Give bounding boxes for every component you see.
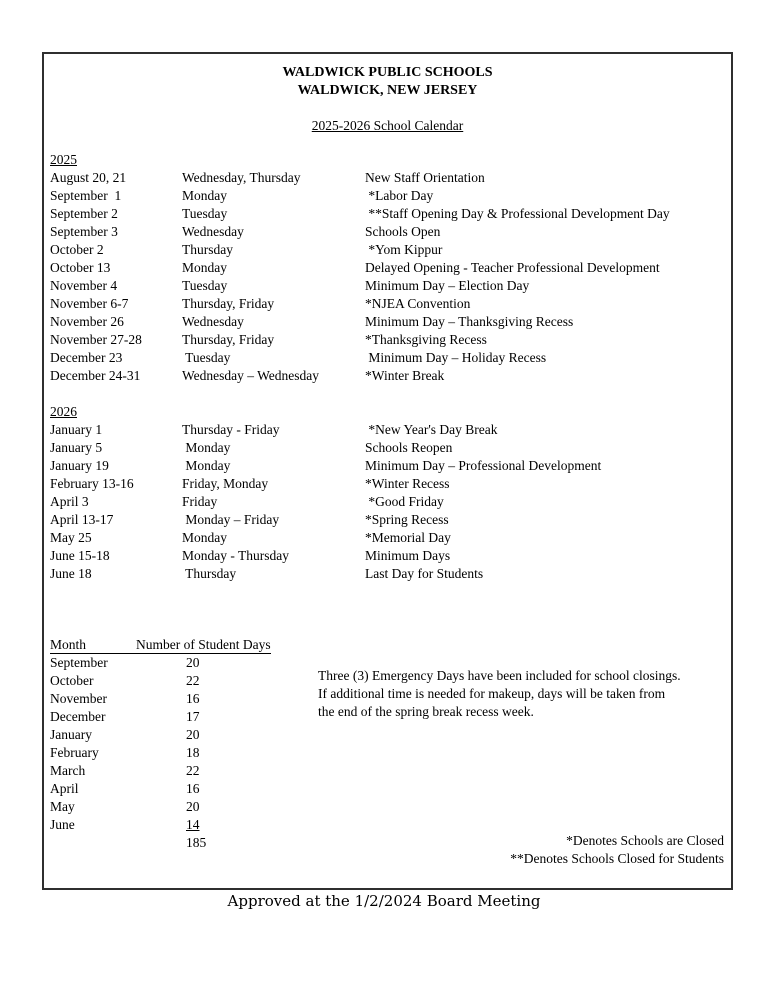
student-days-value: 18 (186, 745, 200, 760)
event-name: Delayed Opening - Teacher Professional Development (365, 260, 660, 275)
event-weekdays: Monday (182, 530, 227, 545)
asterisk-legend (510, 832, 724, 868)
event-weekdays: Monday - Thursday (182, 548, 289, 563)
event-name: *Good Friday (365, 494, 444, 509)
event-weekdays: Friday (182, 494, 218, 509)
section-2025 (50, 151, 725, 385)
calendar-rows-2025 (50, 169, 725, 385)
event-name: Schools Reopen (365, 440, 453, 455)
section-2026 (50, 403, 725, 583)
calendar-title: 2025-2026 School Calendar (311, 118, 464, 133)
event-date: December 23 (50, 350, 123, 365)
approval-note: Approved at the 1/2/2024 Board Meeting (227, 892, 541, 910)
event-date: February 13-16 (50, 476, 134, 491)
event-weekdays: Thursday, Friday (182, 332, 275, 347)
month-name: December (50, 709, 106, 724)
event-weekdays: Tuesday (182, 350, 231, 365)
student-days-value: 20 (186, 655, 200, 670)
calendar-row (50, 529, 725, 547)
calendar-row (50, 295, 725, 313)
event-name: Minimum Days (365, 548, 451, 563)
year-heading-2026-row (50, 403, 725, 421)
schools-closed-note: *Denotes Schools are Closed (566, 833, 724, 848)
school-name: WALDWICK PUBLIC SCHOOLS (282, 65, 493, 80)
event-weekdays: Thursday, Friday (182, 296, 275, 311)
month-name: June (50, 817, 75, 832)
event-date: December 24-31 (50, 368, 141, 383)
event-weekdays: Monday (182, 458, 231, 473)
month-name: March (50, 763, 86, 778)
calendar-row (50, 493, 725, 511)
month-name: September (50, 655, 108, 670)
student-days-value: 22 (186, 763, 200, 778)
event-name: *Winter Recess (365, 476, 450, 491)
event-name: Minimum Day – Election Day (365, 278, 530, 293)
event-date: June 18 (50, 566, 92, 581)
calendar-row (50, 565, 725, 583)
calendar-row (50, 205, 725, 223)
event-date: May 25 (50, 530, 92, 545)
event-date: October 2 (50, 242, 104, 257)
document-header (50, 64, 725, 135)
event-weekdays: Tuesday (182, 278, 228, 293)
calendar-row (50, 259, 725, 277)
event-date: August 20, 21 (50, 170, 127, 185)
event-weekdays: Friday, Monday (182, 476, 269, 491)
calendar-row (50, 223, 725, 241)
emergency-note-line-1: Three (3) Emergency Days have been included for school closings. (318, 668, 681, 683)
year-heading-2025-row (50, 151, 725, 169)
calendar-row (50, 547, 725, 565)
student-days-section (50, 636, 725, 866)
student-days-row (50, 726, 725, 744)
calendar-row (50, 421, 725, 439)
schools-closed-students-note: **Denotes Schools Closed for Students (510, 851, 724, 866)
month-column-header: Month (50, 637, 87, 652)
event-weekdays: Monday (182, 260, 227, 275)
month-name: November (50, 691, 107, 706)
student-days-row (50, 798, 725, 816)
month-name: April (50, 781, 79, 796)
calendar-row (50, 331, 725, 349)
calendar-row (50, 349, 725, 367)
event-name: Schools Open (365, 224, 441, 239)
event-name: **Staff Opening Day & Professional Development Day (365, 206, 670, 221)
event-date: September 3 (50, 224, 118, 239)
student-days-row (50, 762, 725, 780)
student-days-value: 22 (186, 673, 200, 688)
event-date: November 27-28 (50, 332, 142, 347)
month-name: October (50, 673, 94, 688)
calendar-row (50, 475, 725, 493)
event-name: *Memorial Day (365, 530, 451, 545)
event-name: *New Year's Day Break (365, 422, 498, 437)
event-date: January 5 (50, 440, 103, 455)
student-days-value: 16 (186, 691, 200, 706)
student-days-row (50, 780, 725, 798)
event-weekdays: Wednesday, Thursday (182, 170, 301, 185)
event-name: *NJEA Convention (365, 296, 471, 311)
event-weekdays: Monday – Friday (182, 512, 280, 527)
school-location: WALDWICK, NEW JERSEY (297, 83, 478, 98)
calendar-row (50, 367, 725, 385)
month-name: February (50, 745, 99, 760)
calendar-row (50, 169, 725, 187)
student-days-value: 17 (186, 709, 200, 724)
student-days-table-header (50, 636, 271, 654)
event-weekdays: Tuesday (182, 206, 228, 221)
event-date: October 13 (50, 260, 111, 275)
event-date: November 4 (50, 278, 118, 293)
calendar-row (50, 241, 725, 259)
calendar-row (50, 511, 725, 529)
total-student-days: 185 (186, 835, 207, 850)
student-days-value: 16 (186, 781, 200, 796)
event-weekdays: Wednesday (182, 224, 244, 239)
year-heading-2025: 2025 (50, 152, 77, 167)
event-name: *Yom Kippur (365, 242, 443, 257)
event-date: September 2 (50, 206, 118, 221)
event-weekdays: Monday (182, 188, 227, 203)
event-date: January 1 (50, 422, 103, 437)
event-date: June 15-18 (50, 548, 110, 563)
event-date: January 19 (50, 458, 109, 473)
event-name: *Winter Break (365, 368, 445, 383)
student-days-value: 14 (186, 817, 200, 832)
calendar-row (50, 277, 725, 295)
year-heading-2026: 2026 (50, 404, 77, 419)
event-name: New Staff Orientation (365, 170, 485, 185)
event-name: Minimum Day – Thanksgiving Recess (365, 314, 574, 329)
month-name: January (50, 727, 92, 742)
event-name: *Labor Day (365, 188, 434, 203)
calendar-row (50, 313, 725, 331)
event-weekdays: Thursday (182, 566, 237, 581)
event-date: September 1 (50, 188, 122, 203)
emergency-note-line-3: the end of the spring break recess week. (318, 704, 534, 719)
event-name: *Thanksgiving Recess (365, 332, 487, 347)
calendar-rows-2026 (50, 421, 725, 583)
calendar-row (50, 187, 725, 205)
student-days-row (50, 744, 725, 762)
emergency-days-note (318, 667, 681, 721)
event-date: April 13-17 (50, 512, 114, 527)
event-date: November 6-7 (50, 296, 129, 311)
event-date: April 3 (50, 494, 89, 509)
calendar-title-row (50, 117, 725, 135)
event-weekdays: Thursday - Friday (182, 422, 280, 437)
event-name: Last Day for Students (365, 566, 484, 581)
calendar-row (50, 457, 725, 475)
event-name: Minimum Day – Professional Development (365, 458, 602, 473)
event-date: November 26 (50, 314, 124, 329)
event-name: Minimum Day – Holiday Recess (365, 350, 547, 365)
days-column-header: Number of Student Days (136, 637, 271, 652)
event-weekdays: Wednesday (182, 314, 244, 329)
month-name: May (50, 799, 75, 814)
event-name: *Spring Recess (365, 512, 449, 527)
emergency-note-line-2: If additional time is needed for makeup, days will be taken from (318, 686, 666, 701)
calendar-row (50, 439, 725, 457)
student-days-value: 20 (186, 727, 200, 742)
student-days-value: 20 (186, 799, 200, 814)
event-weekdays: Monday (182, 440, 231, 455)
event-weekdays: Wednesday – Wednesday (182, 368, 320, 383)
document-page-border (42, 52, 733, 890)
event-weekdays: Thursday (182, 242, 233, 257)
